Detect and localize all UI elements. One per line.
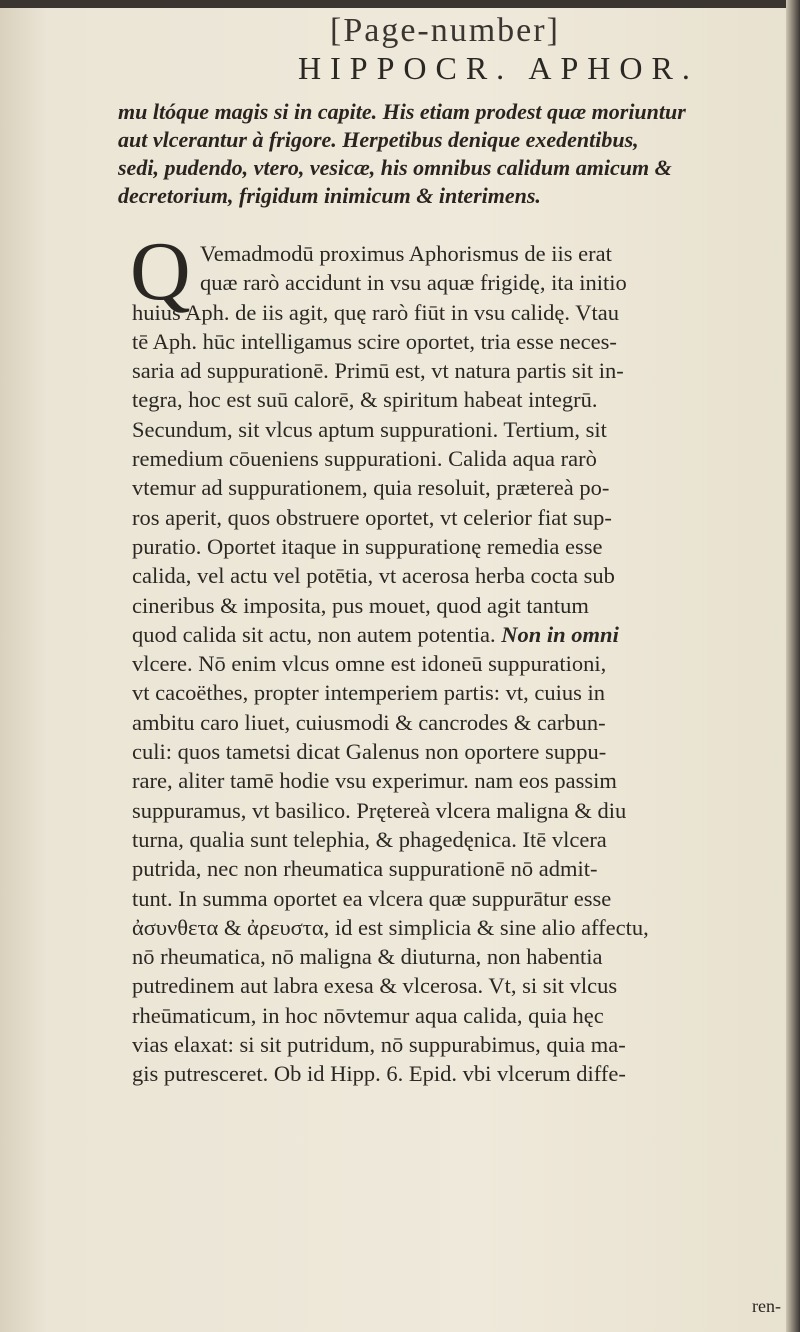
commentary-line: tunt. In summa oportet ea vlcera quæ suppurātur esse: [132, 885, 612, 911]
running-head: HIPPOCR. APHOR.: [298, 50, 699, 86]
commentary-line: Vemadmodū proximus Aphorismus de iis erat: [200, 241, 612, 266]
dropcap-initial: Q: [130, 225, 191, 318]
commentary-text: [132, 298, 792, 1089]
commentary-line: ros aperit, quos obstruere oportet, vt celerior fiat sup-: [132, 504, 612, 530]
aphorism-text: [118, 98, 790, 210]
commentary-line: ambitu caro liuet, cuiusmodi & cancrodes & carbun-: [132, 709, 606, 735]
commentary-line: suppuramus, vt basilico. Prętereà vlcera maligna & diu: [132, 797, 627, 823]
commentary-line: putredinem aut labra exesa & vlcerosa. Vt, si sit vlcus: [132, 973, 618, 999]
commentary-line: nō rheumatica, nō maligna & diuturna, non habentia: [132, 944, 603, 970]
gloss-inline: Non in omni: [501, 621, 619, 647]
aphorism-line: decretorium, frigidum inimicum & interimens.: [118, 183, 541, 208]
commentary-opening: [200, 239, 792, 298]
commentary-line: saria ad suppurationē. Primū est, vt natura partis sit in-: [132, 358, 624, 384]
commentary-line: tē Aph. hūc intelligamus scire oportet, tria esse neces-: [132, 328, 617, 354]
commentary-line: remedium cōueniens suppurationi. Calida aqua rarò: [132, 446, 597, 472]
aphorism-line: sedi, pudendo, vtero, vesicæ, his omnibus calidum amicum &: [118, 155, 672, 180]
commentary-line: vias elaxat: si sit putridum, nō suppurabimus, quia ma-: [132, 1032, 626, 1058]
commentary-line: ἀσυνθετα & ἀρευστα, id est simplicia & sine alio affectu,: [132, 914, 649, 940]
catchword: ren-: [752, 1296, 781, 1316]
aphorism-line: aut vlcerantur à frigore. Herpetibus denique exedentibus,: [118, 127, 639, 152]
commentary-line: puratio. Oportet itaque in suppurationę remedia esse: [132, 533, 603, 559]
commentary-line: vlcere. Nō enim vlcus omne est idoneū suppurationi,: [132, 651, 607, 677]
commentary-line: putrida, nec non rheumatica suppurationē nō admit-: [132, 856, 598, 882]
commentary-line: huius Aph. de iis agit, quę rarò fiūt in vsu calidę. Vtau: [132, 299, 620, 325]
commentary-line: [132, 620, 792, 649]
commentary-line: quæ rarò accidunt in vsu aquæ frigidę, ita initio: [200, 270, 627, 296]
commentary-line-text: quod calida sit actu, non autem potentia.: [132, 621, 496, 647]
commentary-line: turna, qualia sunt telephia, & phagedęnica. Itē vlcera: [132, 826, 607, 852]
folio-number: [Page-number]: [330, 12, 560, 49]
commentary-line: tegra, hoc est suū calorē, & spiritum habeat integrū.: [132, 387, 598, 413]
commentary-line: culi: quos tametsi dicat Galenus non oportere suppu-: [132, 739, 607, 765]
commentary-line: gis putresceret. Ob id Hipp. 6. Epid. vbi vlcerum diffe-: [132, 1061, 626, 1087]
aphorism-line: mu ltóque magis si in capite. His etiam prodest quæ moriuntur: [118, 99, 686, 124]
commentary-line: cineribus & imposita, pus mouet, quod agit tantum: [132, 592, 589, 618]
commentary-line: vt cacoëthes, propter intemperiem partis: vt, cuius in: [132, 680, 605, 706]
commentary-line: Secundum, sit vlcus aptum suppurationi. Tertium, sit: [132, 416, 607, 442]
commentary-line: calida, vel actu vel potētia, vt acerosa herba cocta sub: [132, 563, 615, 589]
commentary-line: rheūmaticum, in hoc nōvtemur aqua calida, quia hęc: [132, 1002, 604, 1028]
page-top-edge: [0, 0, 800, 8]
commentary-line: rare, aliter tamē hodie vsu experimur. nam eos passim: [132, 768, 617, 794]
commentary-line: vtemur ad suppurationem, quia resoluit, prætereà po-: [132, 475, 610, 501]
